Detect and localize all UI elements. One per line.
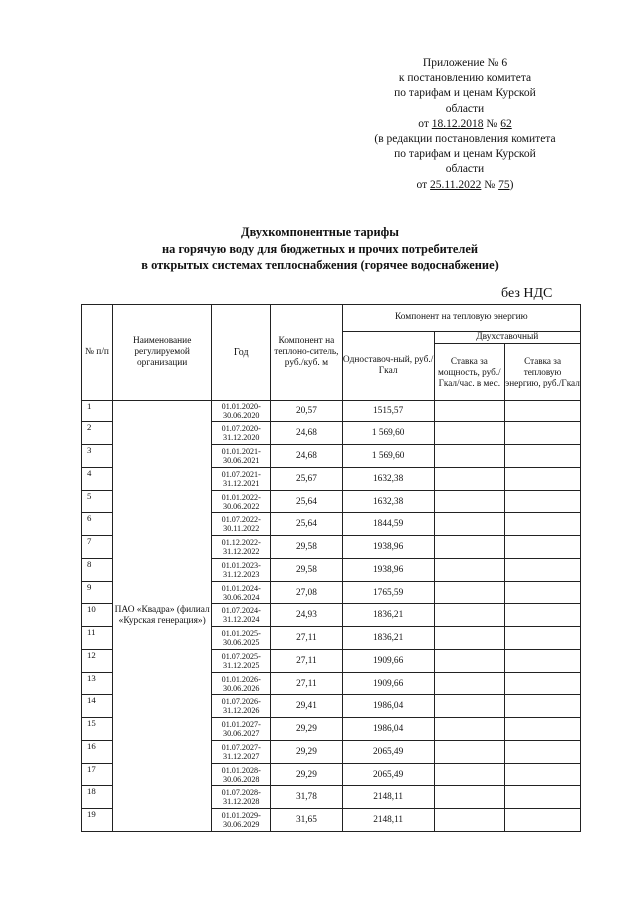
carrier-component-cell: 29,29 <box>271 718 343 741</box>
capacity-rate-cell <box>434 445 505 468</box>
capacity-rate-cell <box>434 627 505 650</box>
appendix-line: области <box>445 163 485 176</box>
capacity-rate-cell <box>434 401 505 422</box>
carrier-component-cell: 25,67 <box>271 468 343 491</box>
appendix-text: от <box>418 117 432 130</box>
energy-rate-cell <box>505 401 581 422</box>
carrier-component-cell: 27,11 <box>271 673 343 695</box>
row-number: 13 <box>82 673 113 695</box>
row-number: 1 <box>82 401 113 422</box>
appendix-text: № <box>481 178 499 191</box>
energy-rate-cell <box>505 422 581 445</box>
energy-rate-cell <box>505 809 581 832</box>
one-part-rate-cell: 1986,04 <box>342 695 434 718</box>
row-number: 18 <box>82 786 113 809</box>
one-part-rate-cell: 2065,49 <box>342 741 434 764</box>
carrier-component-cell: 27,11 <box>271 650 343 673</box>
carrier-component-cell: 31,65 <box>271 809 343 832</box>
row-number: 15 <box>82 718 113 741</box>
decree-number: 62 <box>500 117 512 130</box>
energy-rate-cell <box>505 513 581 536</box>
header-carrier: Компонент на теплоно-ситель, руб./куб. м <box>271 305 343 401</box>
row-number: 2 <box>82 422 113 445</box>
energy-rate-cell <box>505 445 581 468</box>
appendix-line: области <box>445 102 485 115</box>
period-cell: 01.01.2026-30.06.2026 <box>212 673 271 695</box>
row-number: 6 <box>82 513 113 536</box>
row-number: 5 <box>82 491 113 513</box>
header-year: Год <box>212 305 271 401</box>
row-number: 14 <box>82 695 113 718</box>
row-number: 4 <box>82 468 113 491</box>
carrier-component-cell: 29,58 <box>271 559 343 582</box>
appendix-line: (в редакции постановления комитета <box>374 133 556 146</box>
one-part-rate-cell: 1765,59 <box>342 582 434 604</box>
capacity-rate-cell <box>434 786 505 809</box>
energy-rate-cell <box>505 582 581 604</box>
header-energy-rate: Ставка за тепловую энергию, руб./Гкал <box>505 344 581 401</box>
energy-rate-cell <box>505 627 581 650</box>
carrier-component-cell: 24,93 <box>271 604 343 627</box>
carrier-component-cell: 27,11 <box>271 627 343 650</box>
title-line: Двухкомпонентные тарифы <box>241 225 399 239</box>
one-part-rate-cell: 1938,96 <box>342 559 434 582</box>
row-number: 10 <box>82 604 113 627</box>
header-capacity-rate: Ставка за мощность, руб./Гкал/час. в мес. <box>434 344 505 401</box>
row-number: 9 <box>82 582 113 604</box>
energy-rate-cell <box>505 491 581 513</box>
capacity-rate-cell <box>434 673 505 695</box>
row-number: 19 <box>82 809 113 832</box>
period-cell: 01.01.2028-30.06.2028 <box>212 764 271 786</box>
energy-rate-cell <box>505 650 581 673</box>
carrier-component-cell: 24,68 <box>271 422 343 445</box>
period-cell: 01.01.2023-31.12.2023 <box>212 559 271 582</box>
period-cell: 01.01.2021-30.06.2021 <box>212 445 271 468</box>
header-num: № п/п <box>82 305 113 401</box>
one-part-rate-cell: 1844,59 <box>342 513 434 536</box>
capacity-rate-cell <box>434 422 505 445</box>
appendix-decree-line <box>360 117 570 132</box>
tariff-table <box>81 304 581 832</box>
title-line: в открытых системах теплоснабжения (горячее водоснабжение) <box>141 258 499 273</box>
capacity-rate-cell <box>434 604 505 627</box>
one-part-rate-cell: 1 569,60 <box>342 422 434 445</box>
header-one-part: Одноставоч-ный, руб./Гкал <box>342 332 434 401</box>
one-part-rate-cell: 2148,11 <box>342 809 434 832</box>
carrier-component-cell: 24,68 <box>271 445 343 468</box>
period-cell: 01.07.2020-31.12.2020 <box>212 422 271 445</box>
one-part-rate-cell: 1632,38 <box>342 491 434 513</box>
energy-rate-cell <box>505 559 581 582</box>
tariff-table-body <box>82 401 581 832</box>
capacity-rate-cell <box>434 559 505 582</box>
period-cell: 01.07.2027-31.12.2027 <box>212 741 271 764</box>
edition-number: 75 <box>498 178 510 191</box>
capacity-rate-cell <box>434 582 505 604</box>
carrier-component-cell: 25,64 <box>271 513 343 536</box>
edition-date: 25.11.2022 <box>430 178 482 191</box>
period-cell: 01.01.2029-30.06.2029 <box>212 809 271 832</box>
one-part-rate-cell: 1909,66 <box>342 650 434 673</box>
capacity-rate-cell <box>434 741 505 764</box>
energy-rate-cell <box>505 741 581 764</box>
header-energy-group: Компонент на тепловую энергию <box>342 305 580 332</box>
row-number: 16 <box>82 741 113 764</box>
energy-rate-cell <box>505 536 581 559</box>
capacity-rate-cell <box>434 764 505 786</box>
appendix-line: Приложение № 6 <box>422 57 508 69</box>
capacity-rate-cell <box>434 491 505 513</box>
row-number: 12 <box>82 650 113 673</box>
decree-date: 18.12.2018 <box>431 117 484 130</box>
energy-rate-cell <box>505 468 581 491</box>
row-number: 11 <box>82 627 113 650</box>
period-cell: 01.01.2027-30.06.2027 <box>212 718 271 741</box>
one-part-rate-cell: 1 569,60 <box>342 445 434 468</box>
period-cell: 01.01.2025-30.06.2025 <box>212 627 271 650</box>
table-row <box>82 401 581 422</box>
appendix-line: к постановлению комитета <box>398 72 532 85</box>
energy-rate-cell <box>505 718 581 741</box>
carrier-component-cell: 25,64 <box>271 491 343 513</box>
row-number: 17 <box>82 764 113 786</box>
appendix-text: № <box>483 117 501 130</box>
capacity-rate-cell <box>434 718 505 741</box>
row-number: 8 <box>82 559 113 582</box>
capacity-rate-cell <box>434 536 505 559</box>
period-cell: 01.07.2024-31.12.2024 <box>212 604 271 627</box>
carrier-component-cell: 29,41 <box>271 695 343 718</box>
capacity-rate-cell <box>434 695 505 718</box>
one-part-rate-cell: 2148,11 <box>342 786 434 809</box>
title-line: на горячую воду для бюджетных и прочих потребителей <box>162 241 478 256</box>
one-part-rate-cell: 1938,96 <box>342 536 434 559</box>
period-cell: 01.12.2022-31.12.2022 <box>212 536 271 559</box>
energy-rate-cell <box>505 604 581 627</box>
period-cell: 01.07.2026-31.12.2026 <box>212 695 271 718</box>
appendix-line: по тарифам и ценам Курской <box>394 148 536 161</box>
vat-note: без НДС <box>501 286 553 301</box>
energy-rate-cell <box>505 764 581 786</box>
carrier-component-cell: 29,58 <box>271 536 343 559</box>
one-part-rate-cell: 2065,49 <box>342 764 434 786</box>
appendix-text: ) <box>509 178 514 191</box>
period-cell: 01.01.2020-30.06.2020 <box>212 401 271 422</box>
one-part-rate-cell: 1515,57 <box>342 401 434 422</box>
period-cell: 01.07.2025-31.12.2025 <box>212 650 271 673</box>
one-part-rate-cell: 1986,04 <box>342 718 434 741</box>
period-cell: 01.07.2022-30.11.2022 <box>212 513 271 536</box>
row-number: 7 <box>82 536 113 559</box>
energy-rate-cell <box>505 695 581 718</box>
carrier-component-cell: 27,08 <box>271 582 343 604</box>
one-part-rate-cell: 1836,21 <box>342 604 434 627</box>
header-org: Наименование регулируемой организации <box>112 305 211 401</box>
one-part-rate-cell: 1836,21 <box>342 627 434 650</box>
capacity-rate-cell <box>434 513 505 536</box>
period-cell: 01.01.2024-30.06.2024 <box>212 582 271 604</box>
appendix-edition-line <box>360 178 570 193</box>
carrier-component-cell: 29,29 <box>271 764 343 786</box>
one-part-rate-cell: 1909,66 <box>342 673 434 695</box>
carrier-component-cell: 31,78 <box>271 786 343 809</box>
one-part-rate-cell: 1632,38 <box>342 468 434 491</box>
capacity-rate-cell <box>434 468 505 491</box>
energy-rate-cell <box>505 673 581 695</box>
document-title <box>80 224 560 274</box>
period-cell: 01.07.2021-31.12.2021 <box>212 468 271 491</box>
header-two-part: Двухставочный <box>434 332 580 344</box>
appendix-text: от <box>416 178 431 191</box>
capacity-rate-cell <box>434 809 505 832</box>
energy-rate-cell <box>505 786 581 809</box>
period-cell: 01.07.2028-31.12.2028 <box>212 786 271 809</box>
period-cell: 01.01.2022-30.06.2022 <box>212 491 271 513</box>
appendix-line: по тарифам и ценам Курской <box>394 87 536 100</box>
organization-cell: ПАО «Квадра» (филиал «Курская генерация») <box>112 401 211 832</box>
carrier-component-cell: 20,57 <box>271 401 343 422</box>
row-number: 3 <box>82 445 113 468</box>
carrier-component-cell: 29,29 <box>271 741 343 764</box>
appendix-header <box>360 56 570 193</box>
capacity-rate-cell <box>434 650 505 673</box>
